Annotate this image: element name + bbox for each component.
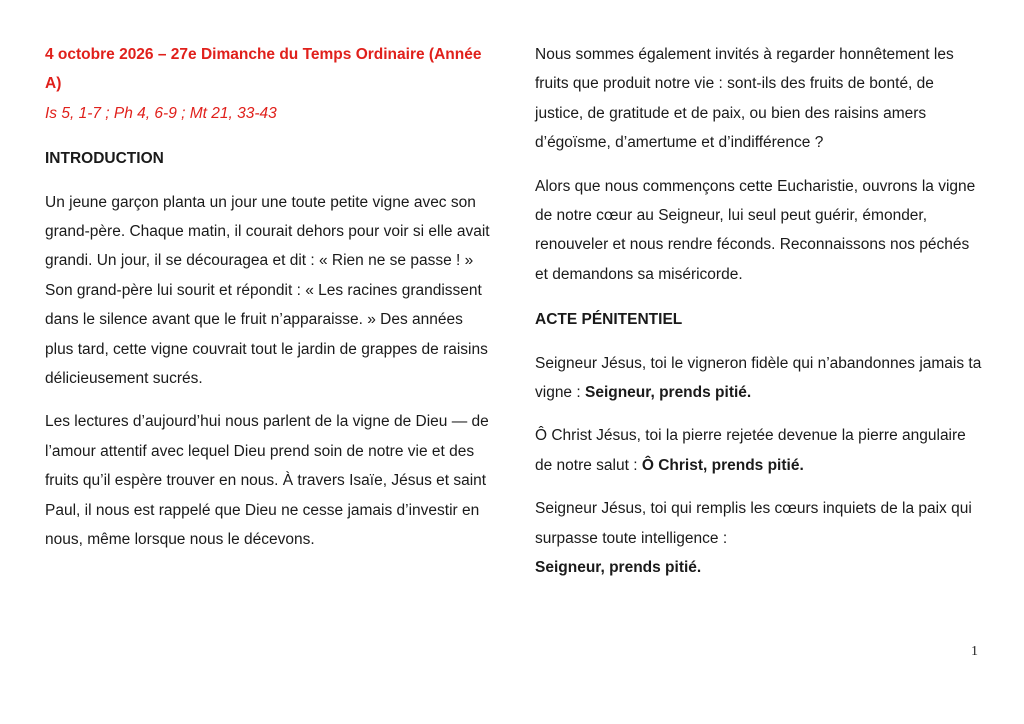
invocation: [535, 494, 983, 582]
invocation-text: Seigneur Jésus, toi le vigneron fidèle qui n’abandonnes jamais ta vigne :: [535, 354, 982, 402]
scripture-references: Is 5, 1-7 ; Ph 4, 6-9 ; Mt 21, 33-43: [45, 104, 277, 122]
invocation: [535, 349, 983, 408]
right-column: [535, 40, 983, 583]
invocation-text: Ô Christ Jésus, toi la pierre rejetée devenue la pierre angulaire de notre salut :: [535, 427, 966, 474]
introduction-paragraph: Nous sommes également invités à regarder honnêtement les fruits que produit notre vie : sont-ils des fruits de bonté, de justice, de gratitude et de paix, ou bien des raisins amers d’égoïsme, d’amertume et d’indifférence ?: [535, 46, 954, 152]
invocation-text: Seigneur Jésus, toi qui remplis les cœurs inquiets de la paix qui surpasse toute intelligence :: [535, 500, 972, 547]
introduction-paragraph: Un jeune garçon planta un jour une toute petite vigne avec son grand-père. Chaque matin, il courait dehors pour voir si elle avait grandi. Un jour, il se découragea et dit : « Rien ne se passe ! » Son grand-père lui sourit et répondit : « Les racines grandissent dans le silence avant que le fruit n’apparaisse. » Des années plus tard, cette vigne couvrait tout le jardin de grappes de raisins délicieusement sucrés.: [45, 193, 490, 388]
introduction-paragraph: Les lectures d’aujourd’hui nous parlent de la vigne de Dieu — de l’amour attentif avec lequel Dieu prend soin de notre vie et des fruits qu’il espère trouver en nous. À travers Isaïe, Jésus et saint Paul, il nous est rappelé que Dieu ne cesse jamais d’investir en nous, même lorsque nous le décevons.: [45, 413, 489, 549]
invocation: [535, 421, 983, 480]
introduction-paragraph: Alors que nous commençons cette Eucharistie, ouvrons la vigne de notre cœur au Seigneur, lui seul peut guérir, émonder, renouveler et nous rendre féconds. Reconnaissons nos péchés et demandons sa miséricorde.: [535, 177, 976, 283]
introduction-heading: INTRODUCTION: [45, 150, 164, 168]
invocation-response: Ô Christ, prends pitié.: [641, 456, 804, 474]
left-column: [45, 40, 493, 555]
document-title: 4 octobre 2026 – 27e Dimanche du Temps Ordinaire (Année A): [45, 46, 482, 93]
invocation-response: Seigneur, prends pitié.: [535, 559, 702, 577]
penitential-act-heading: ACTE PÉNITENTIEL: [535, 311, 683, 329]
page-number: 1: [971, 644, 978, 659]
invocation-response: Seigneur, prends pitié.: [584, 384, 752, 402]
